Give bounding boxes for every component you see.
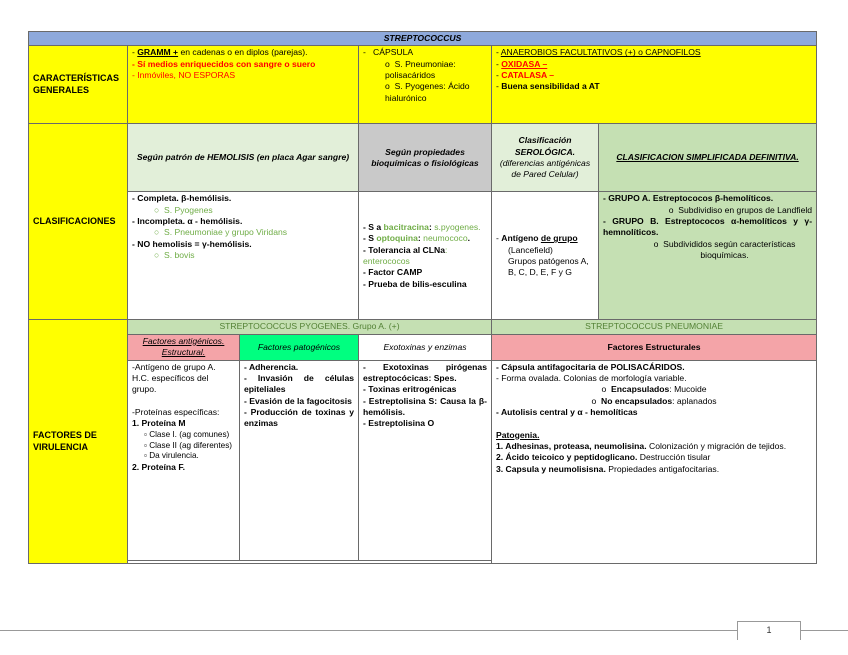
adherencia: Adherencia.	[248, 361, 299, 372]
proteina-m: 1. Proteína M	[132, 418, 186, 429]
row-label-caracteristicas: CARACTERÍSTICAS GENERALES	[29, 46, 128, 124]
row-label-factores: FACTORES DE VIRULENCIA	[29, 320, 128, 563]
encapsulados: Encapsulados	[611, 384, 670, 395]
factor-camp: Factor CAMP	[368, 267, 423, 278]
proteina-f: 2. Proteína F.	[132, 462, 186, 473]
serologica-content: - Antígeno de grupo (Lancefield) Grupos patógenos A, B, C, D, E, F y G	[492, 192, 599, 320]
grupo-b-sub: Subdivididos según características bioquímicas.	[663, 238, 796, 261]
patogenia-2-bold: 2. Ácido teicoico y peptidoglicano.	[496, 452, 638, 463]
serologica-title: Clasificación SEROLÓGICA.	[514, 135, 576, 157]
sensibilidad-at: Buena sensibilidad a AT	[501, 81, 600, 92]
polisacaridos: POLISACÁRIDOS.	[610, 361, 685, 372]
header-serologica	[492, 124, 599, 192]
optoquina-word: optoquina	[376, 233, 418, 244]
clase-ii: Clase II (ag diferentes)	[149, 440, 233, 450]
patogenia-2: Destrucción tisular	[637, 452, 711, 463]
optoquina-value: neumococo	[420, 233, 468, 244]
patogenicos-content: - Adherencia. - Invasión de células epiteliales - Evasión de la fagocitosis - Producción de toxinas y enzimas	[240, 360, 359, 560]
pneumoniae-header: STREPTOCOCCUS PNEUMONIAE	[492, 320, 817, 334]
caracteristicas-col2: - CÁPSULA o S. Pneumoniae: polisacáridos o S. Pyogenes: Ácido hialurónico	[359, 46, 492, 124]
spacer-cell	[128, 560, 492, 563]
hemolisis-completa: Completa. β-hemólisis.	[137, 193, 232, 204]
invasion: Invasión de células epiteliales	[244, 373, 355, 395]
grupo-b: GRUPO B. Estreptococos α-hemolíticos y γ-hemnolíticos.	[603, 216, 813, 238]
grupo-a-sub: Subdividiso en grupos de Landfield	[678, 204, 813, 215]
autolisis: Autolisis central y α - hemolíticas	[500, 407, 638, 418]
no-encapsulados: No encapsulados	[601, 395, 673, 406]
hemolisis-content: - Completa. β-hemólisis. ○ S. Pyogenes - Incompleta. α - hemólisis. ○ S. Pneumoniae y grupo Viridans - NO hemolisis = γ-hemólisis. ○ S. bovis	[128, 192, 359, 320]
clna-pre: Tolerancia al CLNa	[368, 244, 445, 255]
footer-rule-left	[0, 630, 737, 631]
medios-enriquecidos: Sí medios enriquecidos con sangre o suero	[137, 58, 316, 69]
inmoviles: Inmóviles, NO ESPORAS	[137, 70, 236, 81]
patogenia-3-bold: 3. Capsula y neumolisisna.	[496, 463, 606, 474]
caracteristicas-col1: - GRAMM + en cadenas o en diplos (parejas). - Sí medios enriquecidos con sangre o suero - Inmóviles, NO ESPORAS	[128, 46, 359, 124]
patogenia-1: Colonización y migración de tejidos.	[646, 441, 787, 452]
hemolisis-incompleta-sub: S. Pneumoniae y grupo Viridans	[163, 227, 288, 238]
pyogenes-header: STREPTOCOCCUS PYOGENES. Grupo A. (+)	[128, 320, 492, 334]
lancefield: (Lancefield)	[508, 244, 553, 255]
anaerobios: ANAEROBIOS FACULTATIVOS (+) o CAPNOFILOS	[500, 47, 701, 58]
gram-detail: en cadenas o en diplos (parejas).	[178, 47, 308, 58]
row-label-clasificaciones: CLASIFICACIONES	[29, 124, 128, 320]
header-exotoxinas: Exotoxinas y enzimas	[359, 334, 492, 360]
patogenia-1-bold: 1. Adhesinas, proteasa, neumolisina.	[496, 441, 647, 452]
streptococcus-table	[28, 31, 817, 564]
table-title: STREPTOCOCCUS	[29, 32, 817, 46]
bacitracina-colon: :	[428, 221, 432, 232]
grupo-a: GRUPO A. Estreptococos β-hemolíticos.	[608, 193, 774, 204]
exotoxinas-content: - Exotoxinas pirógenas estreptocócicas: Spes. - Toxinas eritrogénicas - Estreptolisina S: Causa la β-hemólisis. - Estreptolisina O	[359, 360, 492, 560]
bilis-esculina: Prueba de bilis-esculina	[368, 278, 467, 289]
serologica-sub: (diferencias antigénicas de Pared Celular)	[499, 157, 591, 180]
header-patogenicos: Factores patogénicos	[240, 334, 359, 360]
hemolisis-completa-sub: S. Pyogenes	[163, 204, 213, 215]
produccion-toxinas: Producción de toxinas y enzimas	[244, 407, 355, 429]
clase-i: Clase I. (ag comunes)	[149, 429, 230, 439]
caracteristicas-col3: - ANAEROBIOS FACULTATIVOS (+) o CAPNOFILOS - OXIDASA – - CATALASA – - Buena sensibilidad a AT	[492, 46, 817, 124]
page-number: 1	[766, 625, 772, 635]
antigeno-grupo-a: -Antígeno de grupo A. H.C. específicos del grupo.	[132, 361, 216, 395]
estreptolisina-o: Estreptolisina O	[368, 418, 435, 429]
capsula-item-pneumoniae: S. Pneumoniae: polisacáridos	[385, 58, 456, 81]
bacitracina-word: bacitracina	[383, 221, 429, 232]
estructurales-content: - Cápsula antifagocitaria de POLISACÁRIDOS. - Forma ovalada. Colonias de morfología variable. o Encapsulados: Mucoide o No encapsulados: aplanados - Autolisis central y α - hemolíticas Patogenia. 1. Adhesinas, proteasa, neumolisina. Colonización y migración de tejidos. 2. Ácido teicoico y peptidoglicano. Destrucción tisular 3. Capsula y neumolisisna. Propiedades antigafocitarias.	[492, 360, 817, 563]
exotoxinas-pirogenas: Exotoxinas pirógenas estreptocócicas: Spes.	[363, 361, 487, 384]
header-simplificada: CLASIFICACION SIMPLIFICADA DEFINITIVA.	[599, 124, 817, 192]
hemolisis-no: NO hemolisis = γ-hemólisis.	[137, 238, 252, 249]
optoquina-colon: :	[417, 233, 421, 244]
aplanados: : aplanados	[672, 395, 717, 406]
bacitracina-value: s.pyogenes.	[431, 221, 481, 232]
capsula-antifagocitaria: Cápsula antifagocitaria de	[501, 361, 611, 372]
bioquimicas-content: - S a bacitracina: s.pyogenes. - S optoquina: neumococo. - Tolerancia al CLNa: enterococos - Factor CAMP - Prueba de bilis-esculina	[359, 192, 492, 320]
estreptolisina-s: Estreptolisina S: Causa la β-hemólisis.	[363, 395, 488, 418]
da-virulencia: Da virulencia.	[149, 451, 199, 461]
gram-label: GRAMM +	[137, 47, 179, 58]
header-estructurales: Factores Estructurales	[492, 334, 817, 360]
antigeno-grupo: de grupo	[540, 233, 578, 244]
optoquina-dot: .	[467, 233, 470, 244]
antigenicos-content: -Antígeno de grupo A. H.C. específicos del grupo. -Proteínas específicas: 1. Proteína M ▫ Clase I. (ag comunes) ▫ Clase II (ag diferentes) ▫ Da virulencia. 2. Proteína F.	[128, 360, 240, 560]
hemolisis-no-sub: S. bovis	[163, 250, 195, 261]
mucoide: : Mucoide	[669, 384, 707, 395]
toxinas-eritrogenicas: Toxinas eritrogénicas	[368, 384, 457, 395]
oxidasa: OXIDASA –	[501, 58, 548, 69]
evasion: Evasión de la fagocitosis	[249, 395, 352, 406]
header-bioquimicas: Según propiedades bioquímicas o fisiológicas	[359, 124, 492, 192]
clna-value: : enterococos	[363, 244, 448, 266]
forma-ovalada: Forma ovalada. Colonias de morfología variable.	[501, 373, 687, 384]
optoquina-pre: S	[368, 233, 377, 244]
patogenia-3: Propiedades antigafocitarias.	[605, 463, 720, 474]
bacitracina-pre: S a	[368, 221, 384, 232]
hemolisis-incompleta: Incompleta. α - hemólisis.	[137, 216, 243, 227]
capsula-title: CÁPSULA	[373, 47, 414, 58]
header-hemolisis: Según patrón de HEMOLISIS (en placa Agar sangre)	[128, 124, 359, 192]
proteinas-especificas: -Proteínas específicas:	[132, 407, 220, 418]
catalasa: CATALASA –	[501, 70, 555, 81]
antigeno-label: Antígeno	[501, 233, 541, 244]
page-number-box	[737, 621, 801, 640]
capsula-item-pyogenes: S. Pyogenes: Ácido hialurónico	[385, 81, 470, 103]
footer-rule-right	[800, 630, 848, 631]
patogenia-title: Patogenia	[496, 429, 538, 440]
simplificada-content: - GRUPO A. Estreptococos β-hemolíticos. o Subdividiso en grupos de Landfield - GRUPO B. Estreptococos α-hemolíticos y γ-hemnolíticos. o Subdivididos según características bioquímicas.	[599, 192, 817, 320]
grupos-patogenos: Grupos patógenos A, B, C, D, E, F y G	[508, 255, 589, 278]
header-antigenicos: Factores antigénicos. Estructural.	[128, 334, 240, 360]
